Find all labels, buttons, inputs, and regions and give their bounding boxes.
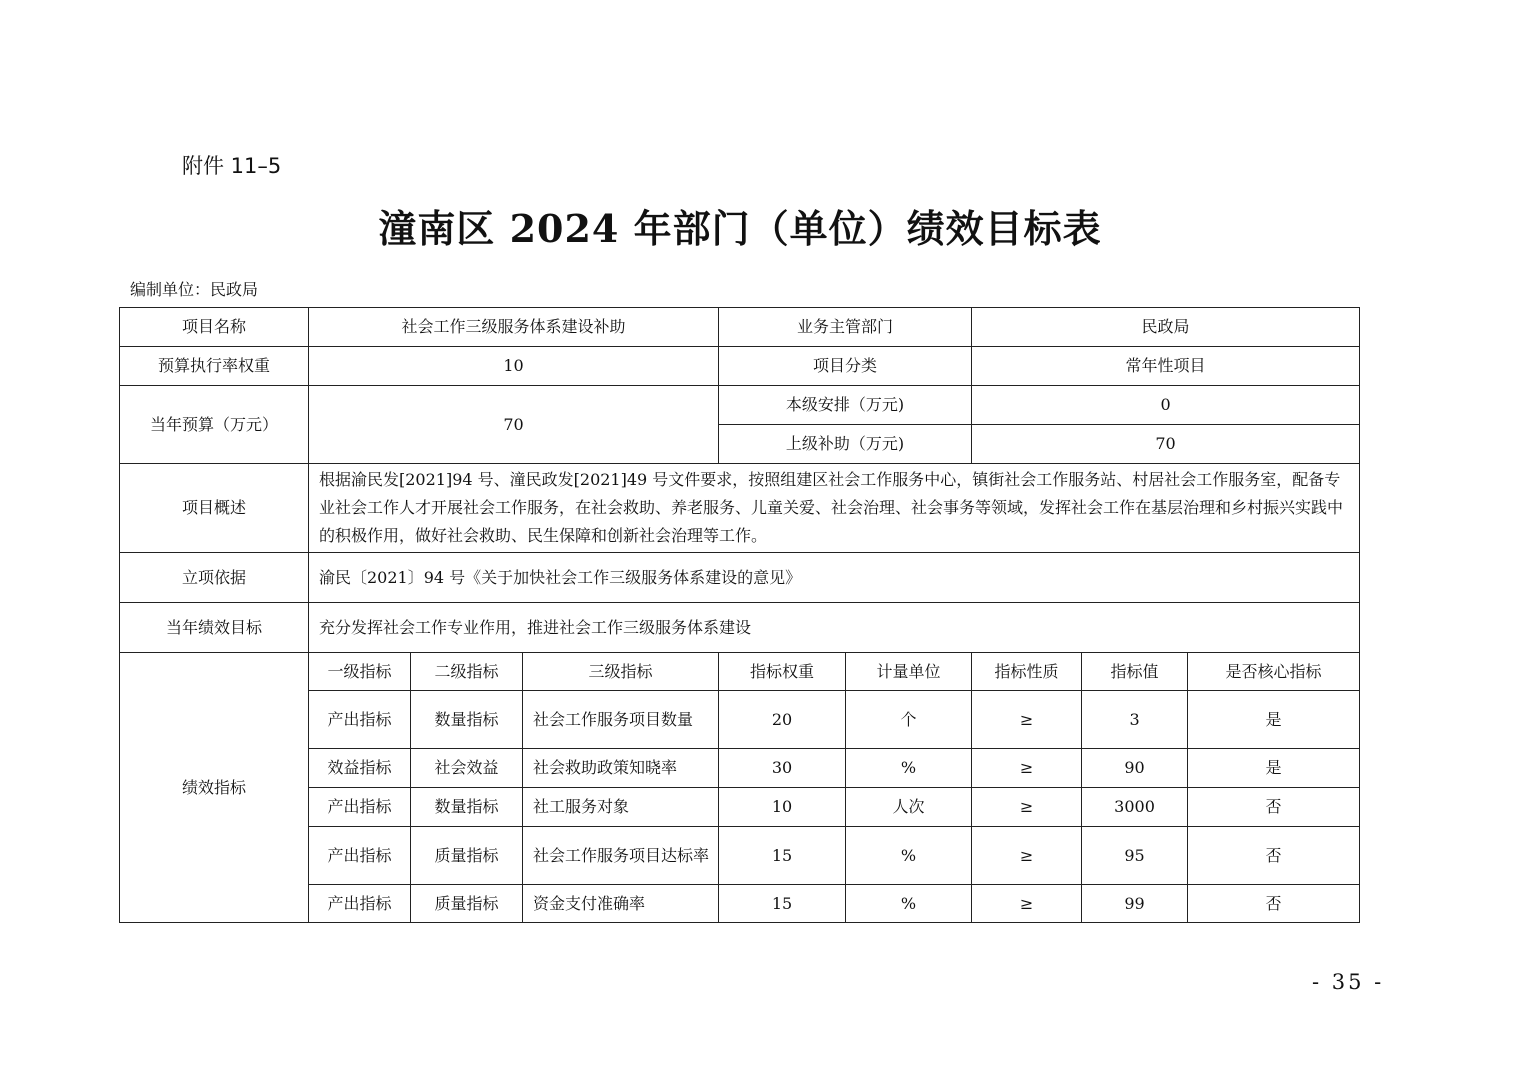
header-unit: 计量单位 bbox=[846, 653, 972, 691]
row-level1: 效益指标 bbox=[309, 749, 411, 788]
project-name-value: 社会工作三级服务体系建设补助 bbox=[309, 308, 719, 347]
row-weight: 10 bbox=[719, 788, 846, 827]
goal-label: 当年绩效目标 bbox=[120, 603, 309, 653]
basis-text: 渝民〔2021〕94 号《关于加快社会工作三级服务体系建设的意见》 bbox=[309, 553, 1360, 603]
basis-label: 立项依据 bbox=[120, 553, 309, 603]
row-nature: ≥ bbox=[972, 691, 1082, 749]
row-weight: 30 bbox=[719, 749, 846, 788]
local-value: 0 bbox=[972, 386, 1360, 425]
header-weight: 指标权重 bbox=[719, 653, 846, 691]
overview-text: 根据渝民发[2021]94 号、潼民政发[2021]49 号文件要求，按照组建区社会工作服务中心，镇街社会工作服务站、村居社会工作服务室，配备专业社会工作人才开展社会工作服务，在社会救助、养老服务、儿童关爱、社会治理、社会事务等领域，发挥社会工作在基层治理和乡村振兴实践中的积极作用，做好社会救助、民生保障和创新社会治理等工作。 bbox=[309, 464, 1360, 553]
row-weight: 15 bbox=[719, 827, 846, 885]
row-core: 是 bbox=[1188, 691, 1360, 749]
row-level2: 社会效益 bbox=[411, 749, 523, 788]
row-value: 90 bbox=[1082, 749, 1188, 788]
row-unit: 人次 bbox=[846, 788, 972, 827]
row-level2: 质量指标 bbox=[411, 827, 523, 885]
indicators-label: 绩效指标 bbox=[120, 653, 309, 923]
row-level1: 产出指标 bbox=[309, 788, 411, 827]
row-level2: 数量指标 bbox=[411, 691, 523, 749]
row-value: 95 bbox=[1082, 827, 1188, 885]
header-level3: 三级指标 bbox=[523, 653, 719, 691]
row-core: 否 bbox=[1188, 788, 1360, 827]
header-level2: 二级指标 bbox=[411, 653, 523, 691]
rate-weight-value: 10 bbox=[309, 347, 719, 386]
row-core: 是 bbox=[1188, 749, 1360, 788]
upper-value: 70 bbox=[972, 425, 1360, 464]
budget-label: 当年预算（万元） bbox=[120, 386, 309, 464]
category-value: 常年性项目 bbox=[972, 347, 1360, 386]
upper-label: 上级补助（万元) bbox=[719, 425, 972, 464]
row-level1: 产出指标 bbox=[309, 885, 411, 923]
row-level3: 社会工作服务项目达标率 bbox=[523, 827, 719, 885]
row-level1: 产出指标 bbox=[309, 827, 411, 885]
dept-value: 民政局 bbox=[972, 308, 1360, 347]
row-level3: 社工服务对象 bbox=[523, 788, 719, 827]
budget-value: 70 bbox=[309, 386, 719, 464]
row-level1: 产出指标 bbox=[309, 691, 411, 749]
row-level2: 数量指标 bbox=[411, 788, 523, 827]
header-value: 指标值 bbox=[1082, 653, 1188, 691]
row-value: 99 bbox=[1082, 885, 1188, 923]
header-core: 是否核心指标 bbox=[1188, 653, 1360, 691]
row-level2: 质量指标 bbox=[411, 885, 523, 923]
row-value: 3 bbox=[1082, 691, 1188, 749]
category-label: 项目分类 bbox=[719, 347, 972, 386]
rate-weight-label: 预算执行率权重 bbox=[120, 347, 309, 386]
row-nature: ≥ bbox=[972, 827, 1082, 885]
row-value: 3000 bbox=[1082, 788, 1188, 827]
row-level3: 社会工作服务项目数量 bbox=[523, 691, 719, 749]
row-nature: ≥ bbox=[972, 749, 1082, 788]
project-name-label: 项目名称 bbox=[120, 308, 309, 347]
header-nature: 指标性质 bbox=[972, 653, 1082, 691]
row-nature: ≥ bbox=[972, 885, 1082, 923]
row-unit: % bbox=[846, 749, 972, 788]
dept-label: 业务主管部门 bbox=[719, 308, 972, 347]
row-level3: 社会救助政策知晓率 bbox=[523, 749, 719, 788]
row-unit: 个 bbox=[846, 691, 972, 749]
row-core: 否 bbox=[1188, 885, 1360, 923]
row-weight: 20 bbox=[719, 691, 846, 749]
row-unit: % bbox=[846, 885, 972, 923]
performance-table bbox=[119, 307, 1360, 923]
row-unit: % bbox=[846, 827, 972, 885]
row-core: 否 bbox=[1188, 827, 1360, 885]
page-number: - 35 - bbox=[1312, 970, 1385, 994]
page-title: 潼南区 2024 年部门（单位）绩效目标表 bbox=[378, 206, 1102, 251]
org-line: 编制单位：民政局 bbox=[130, 280, 259, 299]
row-weight: 15 bbox=[719, 885, 846, 923]
overview-label: 项目概述 bbox=[120, 464, 309, 553]
local-label: 本级安排（万元) bbox=[719, 386, 972, 425]
row-nature: ≥ bbox=[972, 788, 1082, 827]
goal-text: 充分发挥社会工作专业作用，推进社会工作三级服务体系建设 bbox=[309, 603, 1360, 653]
row-level3: 资金支付准确率 bbox=[523, 885, 719, 923]
header-level1: 一级指标 bbox=[309, 653, 411, 691]
attachment-label: 附件 11–5 bbox=[182, 154, 282, 178]
